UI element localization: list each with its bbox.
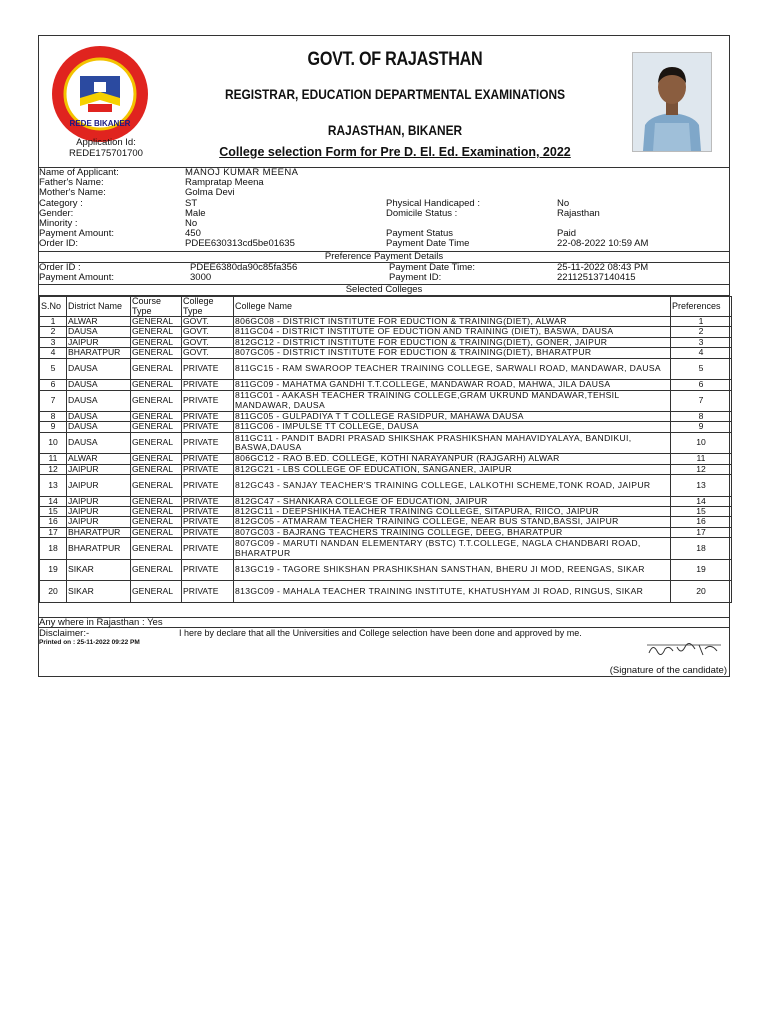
row-sno: 20 xyxy=(40,581,67,603)
row-district: SIKAR xyxy=(67,581,131,603)
row-preference: 16 xyxy=(671,517,732,527)
row-district: JAIPUR xyxy=(67,337,131,347)
row-college-type: PRIVATE xyxy=(182,559,234,581)
person-photo-icon xyxy=(633,53,711,151)
table-row xyxy=(40,380,732,390)
row-course-type: GENERAL xyxy=(131,527,182,537)
category-label: Category : xyxy=(39,197,83,209)
table-row xyxy=(40,496,732,506)
table-row xyxy=(40,517,732,527)
row-course-type: GENERAL xyxy=(131,496,182,506)
row-preference: 12 xyxy=(671,464,732,474)
row-college-type: GOVT. xyxy=(182,327,234,337)
row-sno: 11 xyxy=(40,454,67,464)
table-row xyxy=(40,422,732,432)
row-preference: 20 xyxy=(671,581,732,603)
row-district: BHARATPUR xyxy=(67,348,131,358)
row-preference: 14 xyxy=(671,496,732,506)
row-course-type: GENERAL xyxy=(131,475,182,497)
pref-order-value: PDEE6380da90c85fa356 xyxy=(190,262,298,273)
name-label: Name of Applicant: xyxy=(39,167,119,178)
info-row-minority xyxy=(39,219,731,229)
row-sno: 2 xyxy=(40,327,67,337)
row-sno: 9 xyxy=(40,422,67,432)
ph-value: No xyxy=(557,197,570,209)
applicant-details xyxy=(39,168,731,250)
row-college-type: PRIVATE xyxy=(182,432,234,454)
row-college-type: PRIVATE xyxy=(182,538,234,560)
row-preference: 5 xyxy=(671,358,732,380)
row-course-type: GENERAL xyxy=(131,464,182,474)
table-row xyxy=(40,348,732,358)
row-course-type: GENERAL xyxy=(131,507,182,517)
row-course-type: GENERAL xyxy=(131,327,182,337)
col-header-sno: S.No xyxy=(40,297,67,317)
candidate-signature xyxy=(645,637,725,661)
row-course-type: GENERAL xyxy=(131,432,182,454)
row-sno: 18 xyxy=(40,538,67,560)
row-sno: 6 xyxy=(40,380,67,390)
row-college-type: PRIVATE xyxy=(182,517,234,527)
row-district: BHARATPUR xyxy=(67,538,131,560)
row-course-type: GENERAL xyxy=(131,317,182,327)
info-row-gender xyxy=(39,209,731,219)
row-district: ALWAR xyxy=(67,317,131,327)
row-college-type: PRIVATE xyxy=(182,527,234,537)
row-preference: 7 xyxy=(671,390,732,412)
location-title: RAJASTHAN, BIKANER xyxy=(327,122,463,138)
row-college-name: 812GC11 - DEEPSHIKHA TEACHER TRAINING COLLEGE, SITAPURA, RIICO, JAIPUR xyxy=(234,507,671,517)
row-course-type: GENERAL xyxy=(131,358,182,380)
row-college-name: 812GC43 - SANJAY TEACHER'S TRAINING COLLEGE, LALKOTHI SCHEME,TONK ROAD, JAIPUR xyxy=(234,475,671,497)
col-header-district: District Name xyxy=(67,297,131,317)
table-row xyxy=(40,390,732,412)
name-value: MANOJ KUMAR MEENA xyxy=(185,167,299,178)
info-row-order xyxy=(39,239,731,249)
pref-amount-label: Payment Amount: xyxy=(39,272,114,283)
row-college-name: 813GC19 - TAGORE SHIKSHAN PRASHIKSHAN SANSTHAN, BHERU JI MOD, REENGAS, SIKAR xyxy=(234,559,671,581)
row-college-name: 811GC06 - IMPULSE TT COLLEGE, DAUSA xyxy=(234,422,671,432)
row-college-type: GOVT. xyxy=(182,317,234,327)
row-college-type: PRIVATE xyxy=(182,464,234,474)
table-row xyxy=(40,337,732,347)
row-district: DAUSA xyxy=(67,432,131,454)
category-value: ST xyxy=(185,197,198,209)
row-preference: 10 xyxy=(671,432,732,454)
row-college-name: 807GC05 - DISTRICT INSTITUTE FOR EDUCTION & TRAINING(DIET), BHARATPUR xyxy=(234,348,671,358)
info-row-mother xyxy=(39,188,731,198)
registrar-title: REGISTRAR, EDUCATION DEPARTMENTAL EXAMINATIONS xyxy=(224,86,566,102)
row-sno: 3 xyxy=(40,337,67,347)
table-row xyxy=(40,507,732,517)
govt-title: GOVT. OF RAJASTHAN xyxy=(307,49,483,70)
row-sno: 4 xyxy=(40,348,67,358)
row-sno: 17 xyxy=(40,527,67,537)
mother-label: Mother's Name: xyxy=(39,187,106,199)
selected-colleges-table xyxy=(39,296,732,603)
application-id-value: REDE175701700 xyxy=(69,148,143,159)
row-college-type: PRIVATE xyxy=(182,507,234,517)
row-college-type: GOVT. xyxy=(182,348,234,358)
row-sno: 14 xyxy=(40,496,67,506)
row-preference: 6 xyxy=(671,380,732,390)
father-label: Father's Name: xyxy=(39,177,104,189)
row-college-name: 806GC12 - RAO B.ED. COLLEGE, KOTHI NARAYANPUR (RAJGARH) ALWAR xyxy=(234,454,671,464)
row-district: JAIPUR xyxy=(67,475,131,497)
table-row xyxy=(40,317,732,327)
row-district: DAUSA xyxy=(67,380,131,390)
row-course-type: GENERAL xyxy=(131,581,182,603)
row-course-type: GENERAL xyxy=(131,422,182,432)
row-sno: 10 xyxy=(40,432,67,454)
table-row xyxy=(40,454,732,464)
disclaimer-text: I here by declare that all the Universities and College selection have been done and approved by me. xyxy=(179,628,582,638)
pref-amount-value: 3000 xyxy=(190,272,212,283)
row-preference: 15 xyxy=(671,507,732,517)
pref-order-label: Order ID : xyxy=(39,262,81,273)
domicile-label: Domicile Status : xyxy=(386,207,458,219)
ph-label: Physical Handicaped : xyxy=(386,197,480,209)
pay-date-value: 22-08-2022 10:59 AM xyxy=(557,238,649,250)
col-header-college-type: College Type xyxy=(182,297,234,317)
table-row xyxy=(40,432,732,454)
amount-label: Payment Amount: xyxy=(39,228,114,240)
row-college-type: PRIVATE xyxy=(182,390,234,412)
preference-payment-title: Preference Payment Details xyxy=(39,251,729,263)
row-preference: 8 xyxy=(671,412,732,422)
row-district: JAIPUR xyxy=(67,464,131,474)
row-college-name: 811GC11 - PANDIT BADRI PRASAD SHIKSHAK PRASHIKSHAN MAHAVIDYALAYA, BANDIKUI, BASWA,DAUSA xyxy=(234,432,671,454)
row-college-type: PRIVATE xyxy=(182,412,234,422)
row-college-name: 812GC05 - ATMARAM TEACHER TRAINING COLLEGE, NEAR BUS STAND,BASSI, JAIPUR xyxy=(234,517,671,527)
row-college-type: PRIVATE xyxy=(182,358,234,380)
row-district: DAUSA xyxy=(67,327,131,337)
row-preference: 13 xyxy=(671,475,732,497)
info-row-category xyxy=(39,199,731,209)
pay-status-value: Paid xyxy=(557,228,577,240)
col-header-course: Course Type xyxy=(131,297,182,317)
col-header-preferences: Preferences xyxy=(671,297,732,317)
application-id-label: Application Id: xyxy=(76,137,136,148)
row-college-name: 812GC47 - SHANKARA COLLEGE OF EDUCATION, JAIPUR xyxy=(234,496,671,506)
row-college-name: 807GC03 - BAJRANG TEACHERS TRAINING COLLEGE, DEEG, BHARATPUR xyxy=(234,527,671,537)
application-form xyxy=(38,35,730,677)
row-preference: 9 xyxy=(671,422,732,432)
father-value: Rampratap Meena xyxy=(185,177,264,189)
row-course-type: GENERAL xyxy=(131,412,182,422)
row-district: DAUSA xyxy=(67,422,131,432)
table-row xyxy=(40,327,732,337)
printed-on: Printed on : 25-11-2022 09:22 PM xyxy=(39,639,140,646)
row-sno: 15 xyxy=(40,507,67,517)
payment-id-value: 221125137140415 xyxy=(557,272,636,283)
col-header-college-name: College Name xyxy=(234,297,671,317)
table-row xyxy=(40,581,732,603)
signature-label: (Signature of the candidate) xyxy=(609,665,727,676)
row-sno: 19 xyxy=(40,559,67,581)
row-college-type: PRIVATE xyxy=(182,496,234,506)
disclaimer-label: Disclaimer:- xyxy=(39,628,90,639)
table-row xyxy=(40,475,732,497)
row-college-name: 813GC09 - MAHALA TEACHER TRAINING INSTITUTE, KHATUSHYAM JI ROAD, RINGUS, SIKAR xyxy=(234,581,671,603)
row-preference: 4 xyxy=(671,348,732,358)
row-district: DAUSA xyxy=(67,412,131,422)
row-sno: 12 xyxy=(40,464,67,474)
table-row xyxy=(40,527,732,537)
row-college-name: 811GC05 - GULPADIYA T T COLLEGE RASIDPUR, MAHAWA DAUSA xyxy=(234,412,671,422)
row-college-type: PRIVATE xyxy=(182,475,234,497)
applicant-photo xyxy=(632,52,712,152)
info-row-father xyxy=(39,178,731,188)
row-district: JAIPUR xyxy=(67,517,131,527)
row-preference: 2 xyxy=(671,327,732,337)
row-course-type: GENERAL xyxy=(131,348,182,358)
row-district: JAIPUR xyxy=(67,507,131,517)
row-college-name: 811GC04 - DISTRICT INSTITUTE OF EDUCTION AND TRAINING (DIET), BASWA, DAUSA xyxy=(234,327,671,337)
row-course-type: GENERAL xyxy=(131,454,182,464)
pref-date-value: 25-11-2022 08:43 PM xyxy=(557,262,649,273)
row-college-name: 811GC09 - MAHATMA GANDHI T.T.COLLEGE, MANDAWAR ROAD, MAHWA, JILA DAUSA xyxy=(234,380,671,390)
table-row xyxy=(40,559,732,581)
row-sno: 8 xyxy=(40,412,67,422)
row-district: DAUSA xyxy=(67,390,131,412)
pref-date-label: Payment Date Time: xyxy=(389,262,476,273)
row-sno: 16 xyxy=(40,517,67,527)
row-course-type: GENERAL xyxy=(131,390,182,412)
pay-status-label: Payment Status xyxy=(386,228,454,240)
row-college-type: PRIVATE xyxy=(182,380,234,390)
pay-date-label: Payment Date Time xyxy=(386,238,470,250)
order-value: PDEE630313cd5be01635 xyxy=(185,238,295,250)
form-title: College selection Form for Pre D. El. Ed. Examination, 2022 xyxy=(219,145,571,159)
table-row xyxy=(40,464,732,474)
amount-value: 450 xyxy=(185,228,201,240)
row-college-type: PRIVATE xyxy=(182,581,234,603)
row-preference: 3 xyxy=(671,337,732,347)
row-course-type: GENERAL xyxy=(131,380,182,390)
row-preference: 11 xyxy=(671,454,732,464)
table-row xyxy=(40,538,732,560)
row-course-type: GENERAL xyxy=(131,337,182,347)
row-course-type: GENERAL xyxy=(131,538,182,560)
row-district: DAUSA xyxy=(67,358,131,380)
table-row xyxy=(40,412,732,422)
row-college-name: 812GC21 - LBS COLLEGE OF EDUCATION, SANGANER, JAIPUR xyxy=(234,464,671,474)
row-district: SIKAR xyxy=(67,559,131,581)
row-sno: 5 xyxy=(40,358,67,380)
payment-id-label: Payment ID: xyxy=(389,272,442,283)
pref-payment-row-2 xyxy=(39,273,731,283)
row-college-type: GOVT. xyxy=(182,337,234,347)
domicile-value: Rajasthan xyxy=(557,207,600,219)
row-college-type: PRIVATE xyxy=(182,454,234,464)
row-college-name: 811GC15 - RAM SWAROOP TEACHER TRAINING COLLEGE, SARWALI ROAD, MANDAWAR, DAUSA xyxy=(234,358,671,380)
order-label: Order ID: xyxy=(39,238,79,250)
row-district: ALWAR xyxy=(67,454,131,464)
row-preference: 17 xyxy=(671,527,732,537)
row-preference: 19 xyxy=(671,559,732,581)
row-sno: 1 xyxy=(40,317,67,327)
anywhere-in-rajasthan: Any where in Rajasthan : Yes xyxy=(39,617,729,628)
row-sno: 13 xyxy=(40,475,67,497)
row-sno: 7 xyxy=(40,390,67,412)
row-college-name: 811GC01 - AAKASH TEACHER TRAINING COLLEGE,GRAM UKRUND MANDAWAR,TEHSIL MANDAWAR, DAUSA xyxy=(234,390,671,412)
minority-label: Minority : xyxy=(39,217,78,229)
logo-text: REDE BIKANER xyxy=(69,119,131,128)
mother-value: Golma Devi xyxy=(185,187,235,199)
row-course-type: GENERAL xyxy=(131,517,182,527)
table-row xyxy=(40,358,732,380)
row-college-name: 806GC08 - DISTRICT INSTITUTE FOR EDUCTION & TRAINING(DIET), ALWAR xyxy=(234,317,671,327)
gender-value: Male xyxy=(185,207,206,219)
disclaimer-row xyxy=(39,627,729,639)
table-header-row xyxy=(40,297,732,317)
row-preference: 1 xyxy=(671,317,732,327)
row-district: JAIPUR xyxy=(67,496,131,506)
row-college-type: PRIVATE xyxy=(182,422,234,432)
selected-colleges-title: Selected Colleges xyxy=(39,284,729,296)
info-row-name xyxy=(39,168,731,178)
row-district: BHARATPUR xyxy=(67,527,131,537)
row-course-type: GENERAL xyxy=(131,559,182,581)
minority-value: No xyxy=(185,217,198,229)
row-college-name: 807GC09 - MARUTI NANDAN ELEMENTARY (BSTC) T.T.COLLEGE, NAGLA CHANDBARI ROAD, BHARATPUR xyxy=(234,538,671,560)
gender-label: Gender: xyxy=(39,207,74,219)
row-preference: 18 xyxy=(671,538,732,560)
row-college-name: 812GC12 - DISTRICT INSTITUTE FOR EDUCTION & TRAINING(DIET), GONER, JAIPUR xyxy=(234,337,671,347)
